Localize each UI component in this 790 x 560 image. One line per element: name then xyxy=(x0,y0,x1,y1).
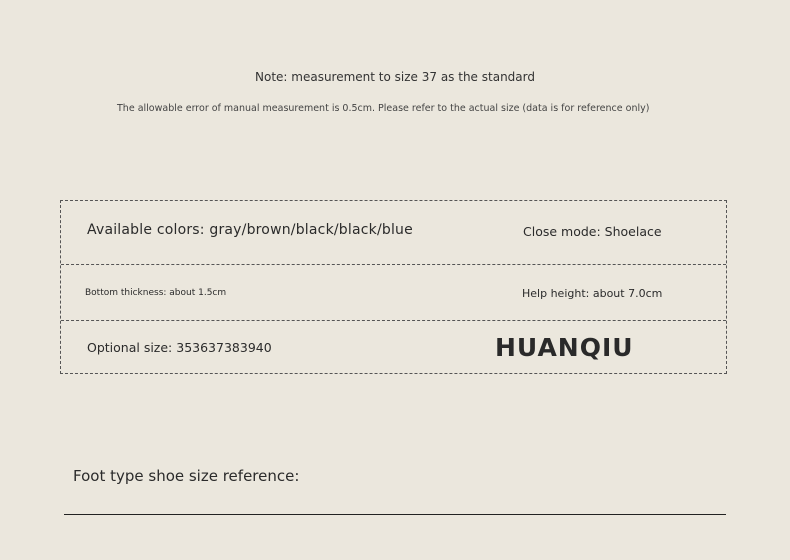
bottom-thickness: Bottom thickness: about 1.5cm xyxy=(85,288,227,298)
spec-row-colors xyxy=(61,201,726,264)
spec-table xyxy=(60,200,727,374)
spec-row-dimensions xyxy=(61,264,726,320)
measurement-error-note: The allowable error of manual measurement is 0.5cm. Please refer to the actual size (data is for reference only) xyxy=(117,103,650,114)
foot-size-reference-title: Foot type shoe size reference: xyxy=(73,467,300,485)
spec-row-size xyxy=(61,320,726,375)
measurement-note: Note: measurement to size 37 as the standard xyxy=(255,70,535,84)
section-divider xyxy=(64,514,726,515)
help-height: Help height: about 7.0cm xyxy=(522,287,663,300)
available-colors: Available colors: gray/brown/black/black/blue xyxy=(87,222,413,238)
brand-logo: HUANQIU xyxy=(495,333,634,362)
close-mode: Close mode: Shoelace xyxy=(523,224,662,239)
optional-size: Optional size: 353637383940 xyxy=(87,340,272,355)
